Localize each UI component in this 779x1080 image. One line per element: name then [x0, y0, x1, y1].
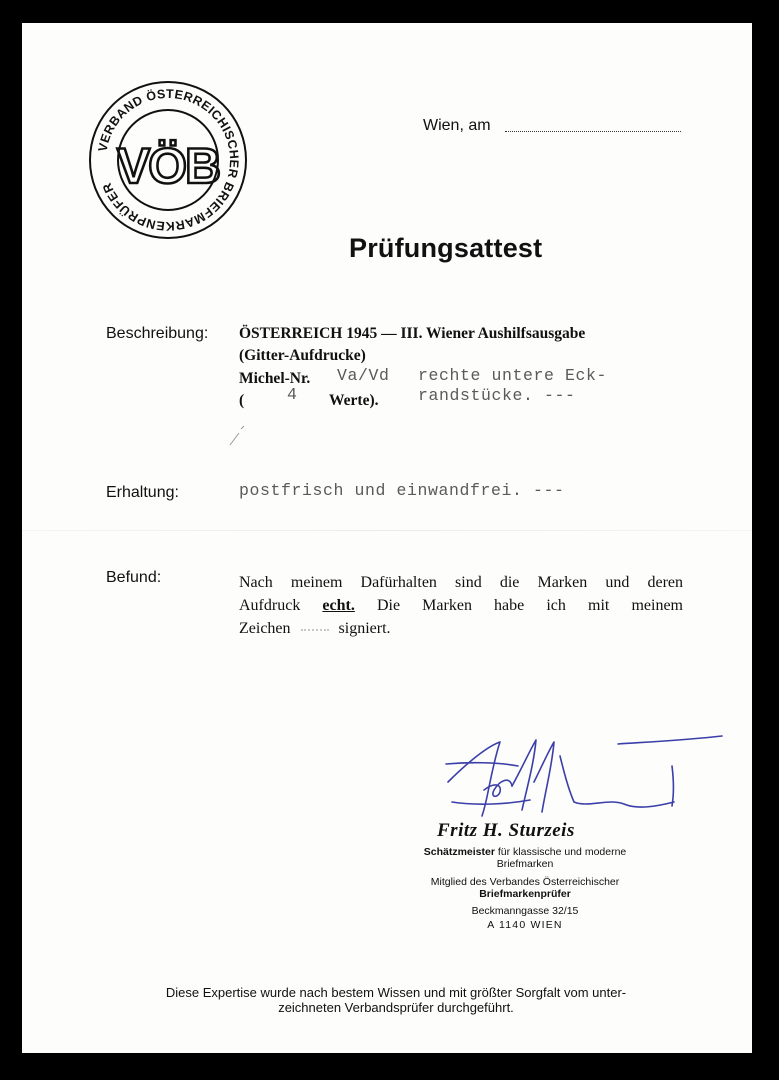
- handwritten-signature: [438, 732, 728, 827]
- befund-line-3: [239, 617, 683, 640]
- date-dotted-line: [505, 130, 681, 132]
- befund-signiert: signiert.: [338, 620, 391, 637]
- signer-title-rest-1: für klassische und moderne: [497, 846, 627, 858]
- voeb-seal-logo: [88, 80, 248, 240]
- befund-aufdruck: Aufdruck: [239, 597, 301, 614]
- footer-line-2: zeichneten Verbandsprüfer durchgeführt.: [278, 1000, 514, 1015]
- typed-count: 4: [287, 385, 297, 404]
- count-open-paren: (: [239, 392, 245, 409]
- erhaltung-label: Erhaltung:: [106, 484, 179, 501]
- place-date-label: Wien, am: [423, 117, 491, 134]
- typed-michel-number: Va/Vd: [337, 366, 390, 385]
- footer-line-1: Diese Expertise wurde nach bestem Wissen und mit größter Sorgfalt vom unter-: [165, 985, 627, 1000]
- beschreibung-label: Beschreibung:: [106, 325, 209, 342]
- typed-description-2: randstücke. ---: [418, 386, 576, 405]
- fold-line: [22, 530, 752, 531]
- befund-line-1: Nach meinem Dafürhalten sind die Marken und deren: [239, 574, 683, 591]
- signer-title-bold: Schätzmeister: [423, 846, 495, 858]
- signer-member-1: Mitglied des Verbandes Österreichischer: [430, 876, 620, 888]
- signer-street: Beckmanngasse 32/15: [471, 905, 579, 917]
- footer-disclaimer: [104, 985, 688, 1015]
- signer-membership: [395, 876, 655, 900]
- befund-label: Befund:: [106, 569, 162, 586]
- svg-text:VÖB: VÖB: [116, 138, 220, 194]
- signer-member-2: Briefmarkenprüfer: [479, 888, 571, 900]
- typed-condition: postfrisch und einwandfrei. ---: [239, 481, 565, 500]
- typed-description-1: rechte untere Eck-: [418, 366, 608, 385]
- signer-title: [395, 846, 655, 870]
- michel-label: Michel-Nr.: [239, 370, 311, 387]
- expert-mark-sample: [301, 625, 329, 631]
- befund-zeichen: Zeichen: [239, 620, 291, 637]
- echt-verdict: echt.: [322, 597, 355, 614]
- description-issue: ÖSTERREICH 1945 — III. Wiener Aushilfsausgabe: [239, 325, 586, 342]
- werte-label: Werte).: [329, 392, 379, 409]
- befund-line-2-rest: Die Marken habe ich mit meinem: [376, 597, 683, 614]
- description-overprint: (Gitter-Aufdrucke): [239, 347, 366, 364]
- page-title: Prüfungsattest: [349, 233, 543, 263]
- befund-line-2: [239, 594, 683, 617]
- signer-name: Fritz H. Sturzeis: [437, 820, 575, 841]
- svg-text:VERBAND ÖSTERREICHISCHER BRIEF: VERBAND ÖSTERREICHISCHER BRIEFMARKENPRÜFER: [95, 86, 242, 234]
- signer-title-rest-2: Briefmarken: [496, 858, 554, 870]
- befund-text: [239, 571, 683, 640]
- signer-city: A 1140 WIEN: [487, 919, 563, 931]
- pencil-mark: [227, 425, 249, 447]
